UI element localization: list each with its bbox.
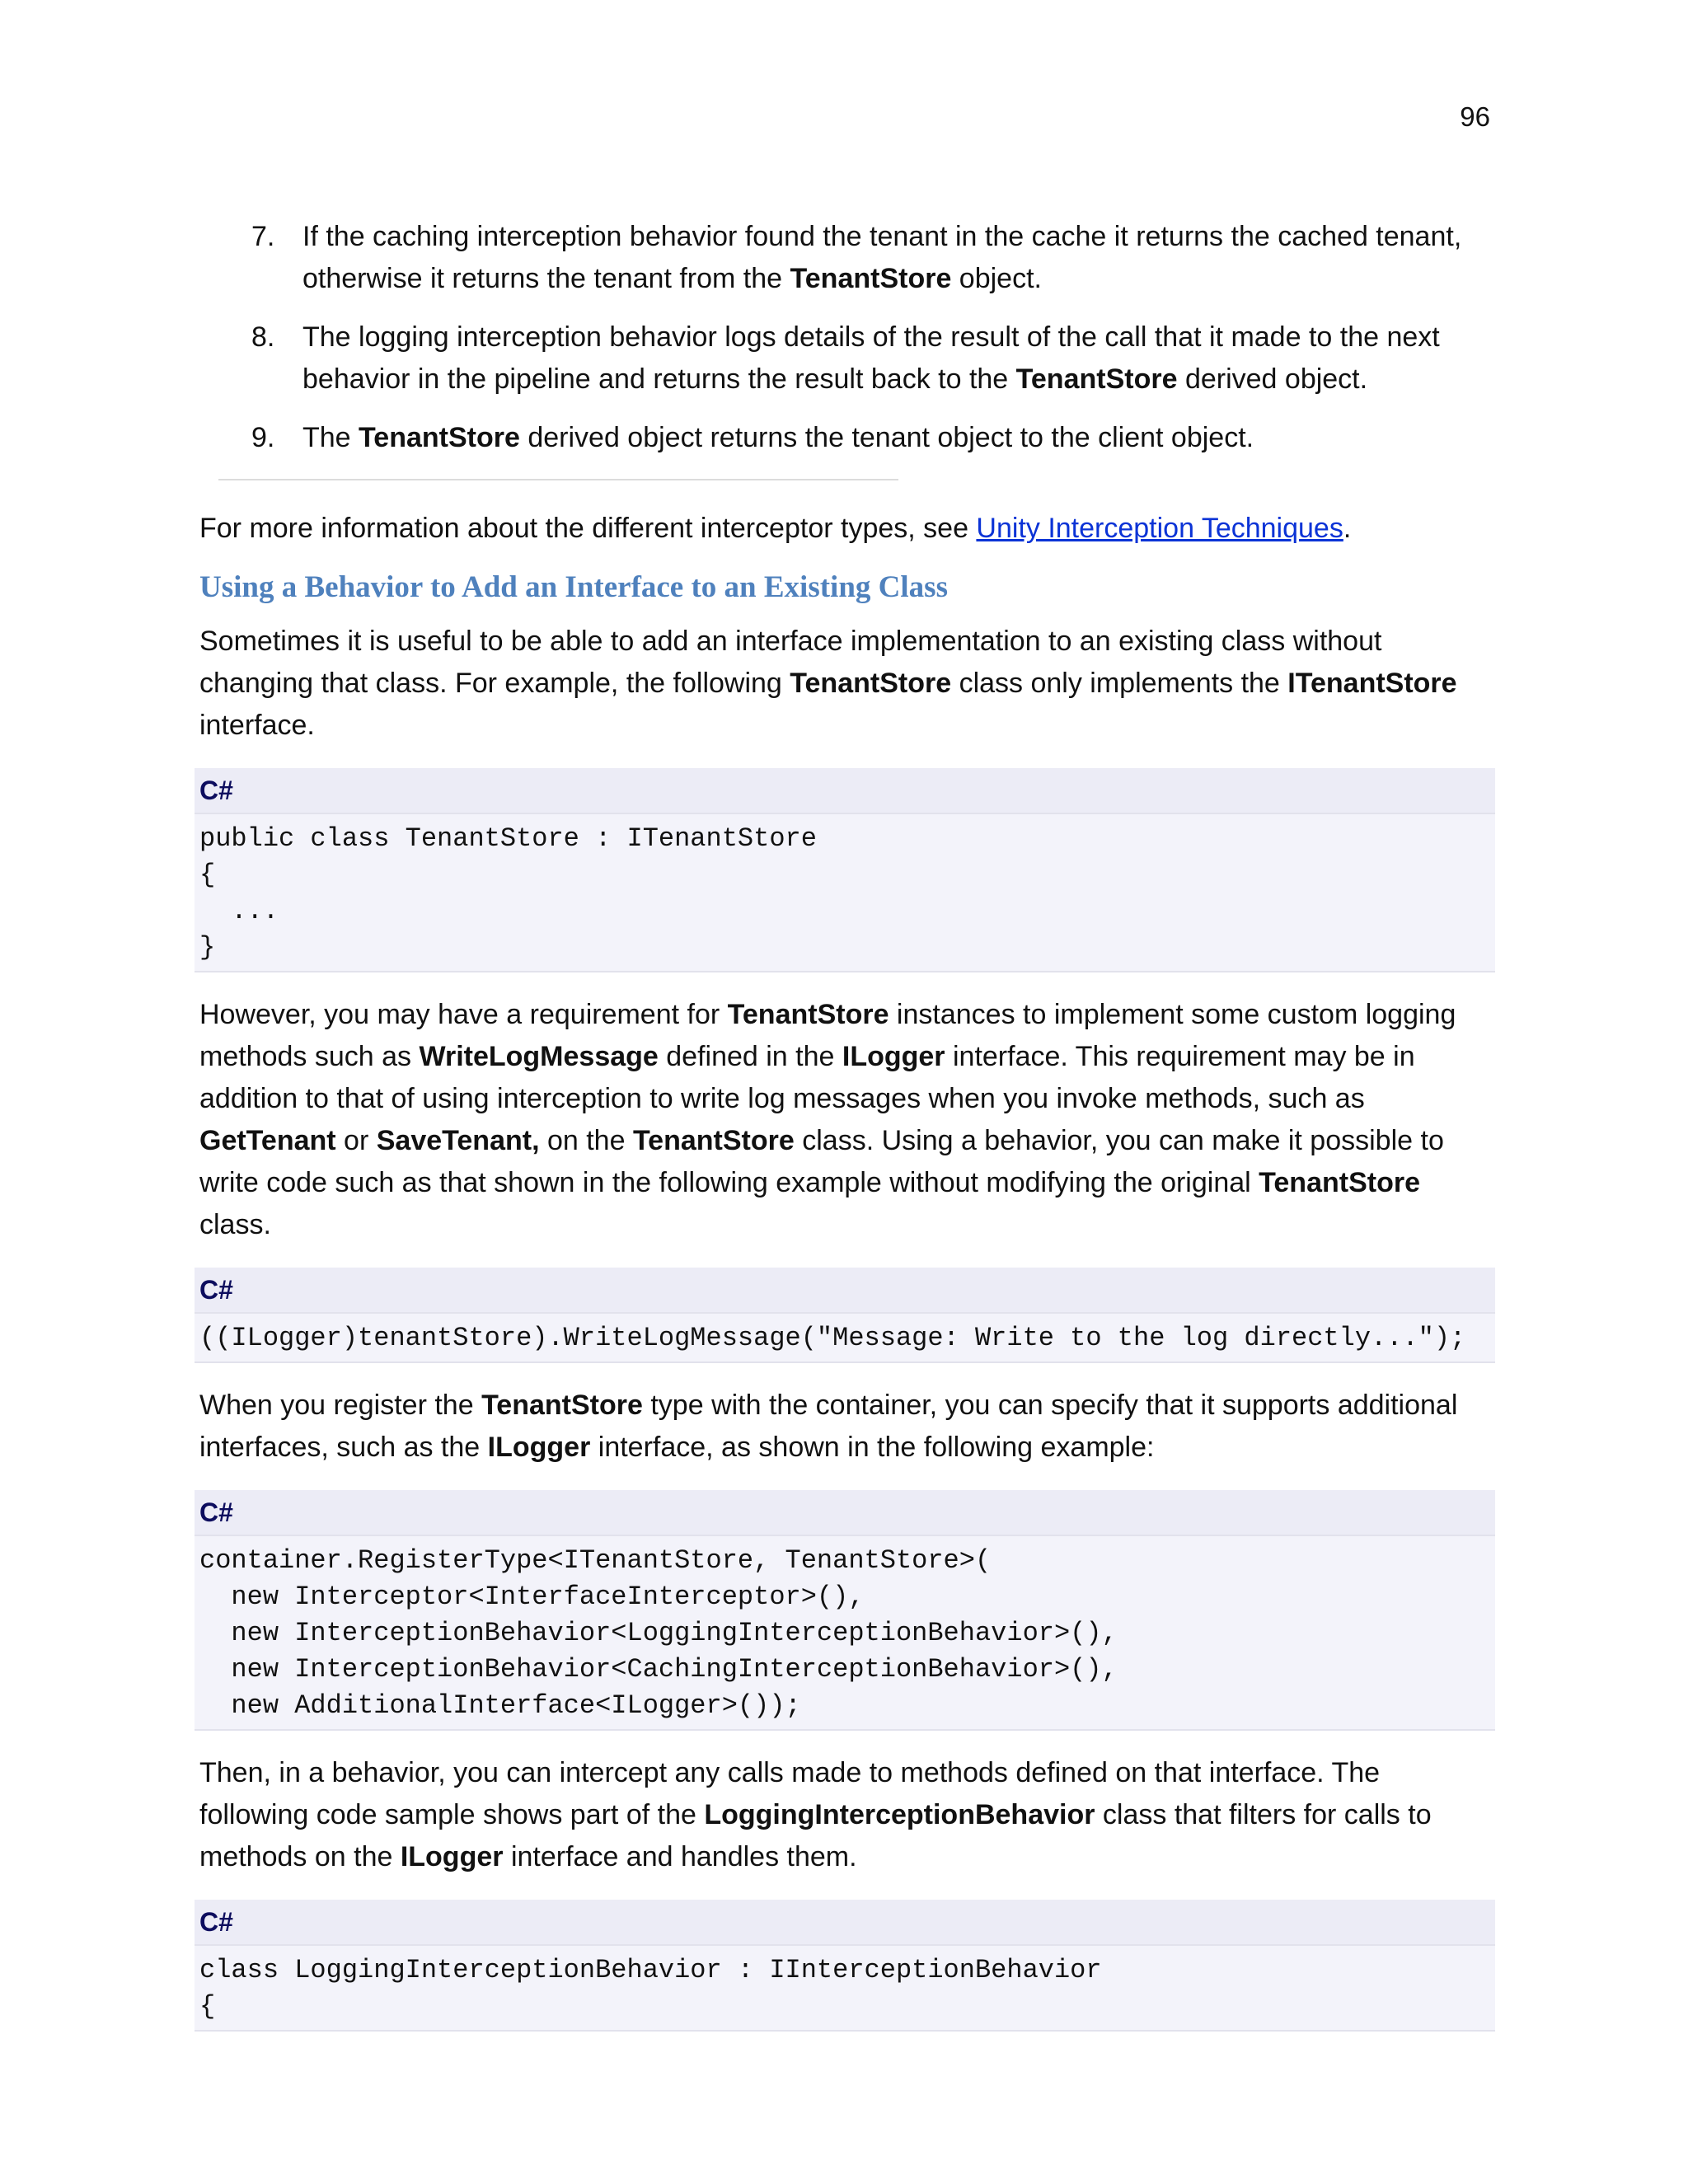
code-snippet: public class TenantStore : ITenantStore { ... }: [199, 823, 817, 963]
code-language-label: C#: [195, 1268, 1495, 1314]
paragraph-requirement: However, you may have a requirement for TenantStore instances to implement some custom logging methods such as WriteLogMessage defined in the ILogger interface. This requirement may be in addition to that of using interception to write log messages when you invoke methods, such as GetTenant or SaveTenant, on the TenantStore class. Using a behavior, you can make it possible to write code such as that shown in the following example without modifying the original TenantStore class.: [199, 999, 1456, 1240]
list-item: [251, 417, 1488, 459]
divider: [218, 479, 898, 480]
list-item-number: 7.: [251, 221, 275, 252]
list-item: [251, 316, 1488, 401]
paragraph-behavior: Then, in a behavior, you can intercept any calls made to methods defined on that interface. The following code sample shows part of the LoggingInterceptionBehavior class that filters for calls to methods on the ILogger interface and handles them.: [199, 1757, 1432, 1872]
list-item-number: 9.: [251, 422, 275, 453]
code-language-label: C#: [195, 768, 1495, 814]
code-language-label: C#: [195, 1490, 1495, 1536]
main-content: [199, 508, 1493, 2053]
paragraph-register: When you register the TenantStore type with the container, you can specify that it supports additional interfaces, such as the ILogger interface, as shown in the following example:: [199, 1390, 1458, 1463]
code-block: [195, 1900, 1495, 2032]
list-item-text: The logging interception behavior logs details of the result of the call that it made to the next behavior in the pipeline and returns the result back to the TenantStore derived object.: [302, 321, 1440, 395]
code-snippet: ((ILogger)tenantStore).WriteLogMessage("Message: Write to the log directly...");: [199, 1323, 1466, 1353]
numbered-list: [251, 216, 1488, 476]
list-item: [251, 216, 1488, 300]
unity-interception-techniques-link[interactable]: Unity Interception Techniques: [976, 513, 1343, 544]
class-name: TenantStore: [359, 422, 520, 453]
code-snippet: container.RegisterType<ITenantStore, TenantStore>( new Interceptor<InterfaceInterceptor>(), new InterceptionBehavior<LoggingInterceptionBehavior>(), new InterceptionBehavior<CachingInterceptionBehavior>(), new AdditionalInterface<ILogger>());: [199, 1545, 1118, 1721]
code-language-label: C#: [195, 1900, 1495, 1946]
code-block: [195, 768, 1495, 972]
list-item-text: The TenantStore derived object returns the tenant object to the client object.: [302, 422, 1254, 453]
code-block: [195, 1268, 1495, 1363]
list-item-text: If the caching interception behavior found the tenant in the cache it returns the cached tenant, otherwise it returns the tenant from the TenantStore object.: [302, 221, 1462, 294]
section-heading: Using a Behavior to Add an Interface to an Existing Class: [199, 570, 948, 604]
class-name: TenantStore: [1015, 363, 1178, 395]
page-number: 96: [1460, 101, 1490, 132]
more-info-paragraph: For more information about the different interceptor types, see Unity Interception Techniques.: [199, 513, 1352, 544]
code-block: [195, 1490, 1495, 1731]
list-item-number: 8.: [251, 321, 275, 353]
code-snippet: class LoggingInterceptionBehavior : IInterceptionBehavior {: [199, 1955, 1102, 2022]
class-name: TenantStore: [790, 263, 952, 294]
paragraph-intro: Sometimes it is useful to be able to add an interface implementation to an existing class without changing that class. For example, the following TenantStore class only implements the ITenantStore interface.: [199, 626, 1457, 741]
